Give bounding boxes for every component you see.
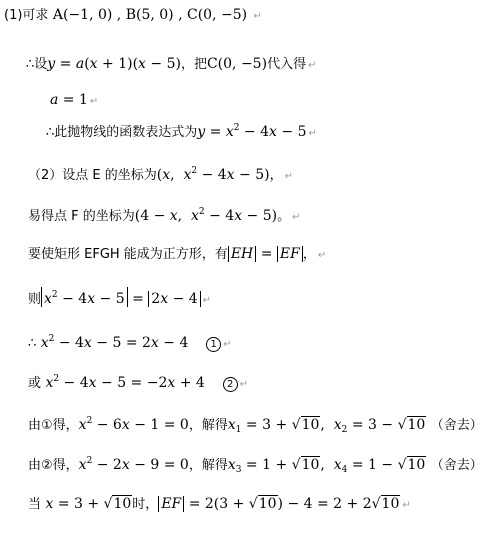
line-2-point: C(0, −5) bbox=[206, 56, 268, 72]
paragraph-mark: ↵ bbox=[253, 11, 262, 22]
line-4: ∴此抛物线的函数表达式为$y = x^2 - 4x - 5$ ↵ bbox=[46, 123, 317, 140]
paragraph-mark: ↵ bbox=[89, 96, 99, 107]
line-8: 则 $x^2 - 4x - 5 = 2x - 4$ ↵ bbox=[28, 287, 211, 310]
paragraph-mark: ↵ bbox=[223, 339, 232, 350]
paragraph-mark: ↵ bbox=[202, 295, 212, 306]
line-12: 由②得，$x^2 - 2x - 9 = 0$，解得$x_3 = 1 + √10$, $x_4 = 1 - √10$ （舍去） bbox=[28, 456, 483, 475]
line-8-label: 则 bbox=[28, 292, 42, 307]
line-2-label: ∴设 bbox=[26, 57, 48, 72]
line-9-label: ∴ bbox=[28, 336, 37, 351]
paragraph-mark: ↵ bbox=[402, 500, 411, 511]
marker-one: 1 bbox=[206, 337, 221, 352]
line-11-label: 由①得， bbox=[28, 418, 79, 433]
line-10-label: 或 bbox=[28, 376, 42, 391]
line-7-label: 要使矩形 EFGH 能成为正方形，有 bbox=[28, 247, 228, 262]
line-1 bbox=[4, 6, 262, 26]
paragraph-mark: ↵ bbox=[284, 171, 293, 182]
line-9: ∴ $x^2 - 4x - 5 = 2x - 4$ 1 ↵ bbox=[28, 334, 232, 351]
line-7: 要使矩形 EFGH 能成为正方形，有 EH = EF ， ↵ bbox=[28, 246, 327, 262]
abs-ef: EF bbox=[277, 246, 303, 262]
line-1-label: (1)可求 bbox=[4, 8, 49, 23]
line-5-tail: ， bbox=[269, 168, 283, 183]
paragraph-mark: ↵ bbox=[308, 128, 317, 139]
paragraph-mark: ↵ bbox=[292, 212, 301, 223]
paragraph-mark: ↵ bbox=[308, 60, 317, 71]
line-7-tail: ， bbox=[302, 247, 316, 262]
line-11: 由①得，$x^2 - 6x - 1 = 0$，解得$x_1 = 3 + √10$, $x_2 = 3 - √10$ （舍去） bbox=[28, 416, 483, 435]
line-13-label: 当 bbox=[28, 497, 42, 512]
marker-two: 2 bbox=[223, 377, 238, 392]
line-5: （2）设点 E 的坐标为(x, $x^2 - 4x - 5$)， ↵ bbox=[28, 166, 293, 183]
line-12-mid: ，解得 bbox=[188, 458, 228, 473]
line-12-tail: （舍去） bbox=[430, 458, 483, 473]
paragraph-mark: ↵ bbox=[239, 379, 249, 390]
line-4-label: ∴此抛物线的函数表达式为 bbox=[46, 125, 198, 140]
line-13: 当 x = 3 + √10时， EF = 2(3 + √10) − 4 = 2 + 2√10 ↵ bbox=[28, 496, 411, 512]
line-11-mid: ，解得 bbox=[188, 418, 228, 433]
abs-eh: EH bbox=[228, 246, 256, 262]
line-11-tail: （舍去） bbox=[430, 418, 483, 433]
line-12-label: 由②得， bbox=[28, 458, 79, 473]
line-10: 或 $x^2 - 4x - 5 = -2x + 4$ 2 ↵ bbox=[28, 374, 249, 391]
line-13-mid: 时， bbox=[132, 497, 159, 512]
line-3: a = 1 ↵ bbox=[50, 92, 99, 108]
line-1-math: A(−1, 0) , B(5, 0) , C(0, −5) bbox=[52, 7, 248, 23]
line-2-math: y bbox=[47, 56, 56, 72]
line-2-mid: ，把 bbox=[180, 57, 207, 72]
line-6-label: 易得点 F 的坐标为 bbox=[28, 209, 135, 224]
line-2: ∴设y = a(x + 1)(x − 5)，把C(0, −5)代入得 ↵ bbox=[26, 56, 317, 72]
line-2-tail: 代入得 bbox=[267, 57, 307, 72]
line-5-label: （2）设点 E 的坐标为 bbox=[28, 168, 157, 183]
line-6-tail: 。 bbox=[277, 209, 291, 224]
line-6: 易得点 F 的坐标为(4 − x, $x^2 - 4x - 5$)。 ↵ bbox=[28, 207, 301, 224]
paragraph-mark: ↵ bbox=[317, 250, 327, 261]
